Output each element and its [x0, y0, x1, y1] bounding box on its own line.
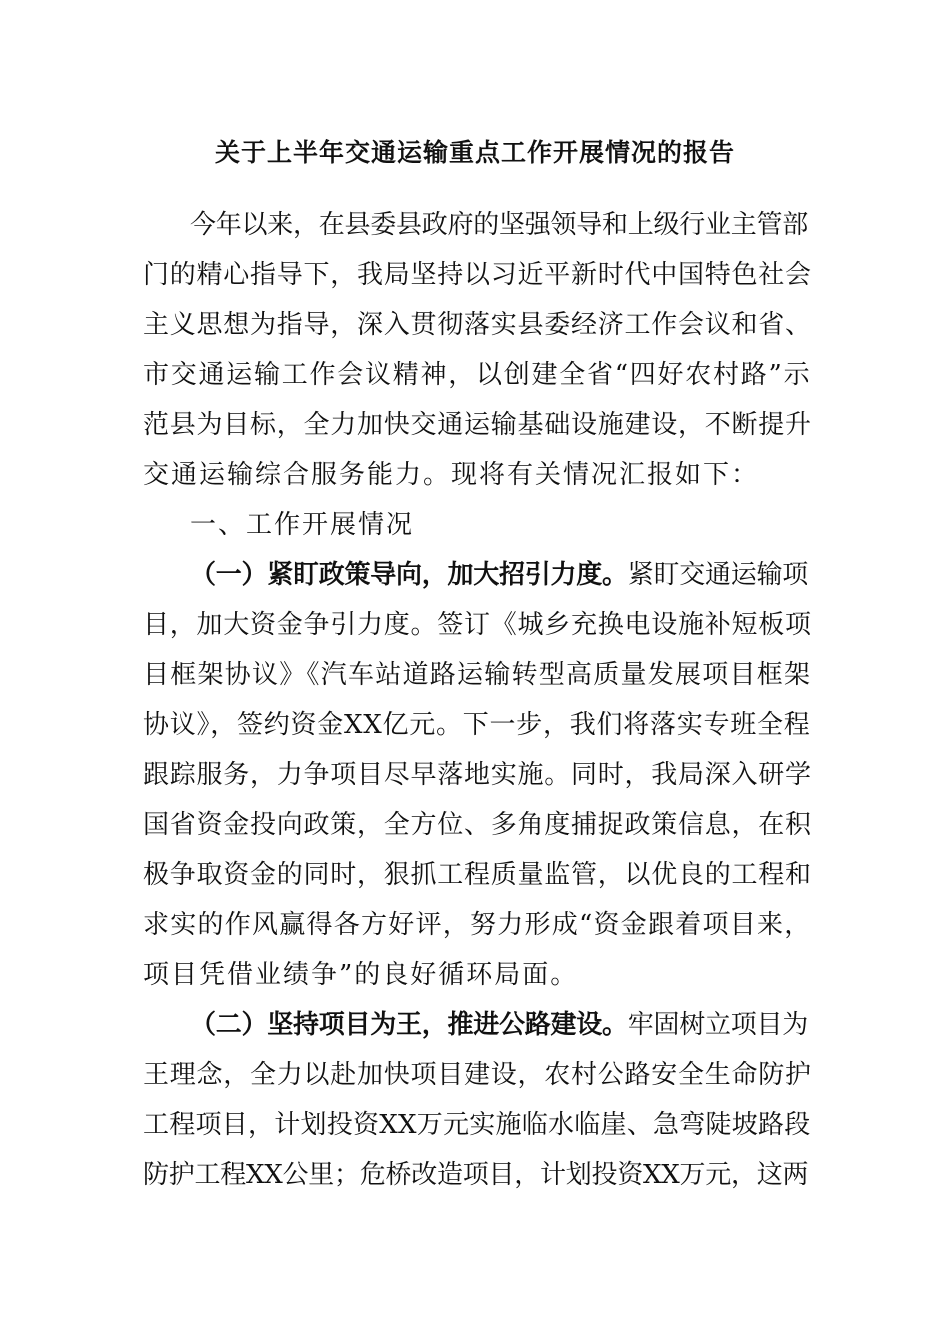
section-1-heading: 一、工作开展情况 — [190, 510, 415, 540]
intro-line-5: 范县为目标，全力加快交通运输基础设施建设，不断提升 — [143, 410, 812, 440]
subsection-1-line-3: 目框架协议》《汽车站道路运输转型高质量发展项目框架 — [143, 660, 812, 690]
subsection-1-line-5: 跟踪服务，力争项目尽早落地实施。同时，我局深入研学 — [143, 760, 812, 790]
subsection-2-line-4: 防护工程XX公里；危桥改造项目，计划投资XX万元，这两 — [143, 1160, 809, 1190]
document-title: 关于上半年交通运输重点工作开展情况的报告 — [214, 138, 735, 167]
subsection-1-line-9: 项目凭借业绩争”的良好循环局面。 — [143, 960, 579, 990]
subsection-2-line-3: 工程项目，计划投资XX万元实施临水临崖、急弯陡坡路段 — [143, 1110, 811, 1140]
subsection-1-line-7: 极争取资金的同时，狠抓工程质量监管，以优良的工程和 — [143, 860, 812, 890]
subsection-1-first-line — [190, 558, 808, 592]
subsection-2-line-2: 王理念，全力以赴加快项目建设，农村公路安全生命防护 — [143, 1060, 812, 1090]
subsection-2-lead: （二）坚持项目为王，推进公路建设。 — [190, 1010, 628, 1040]
subsection-1-line-2: 目，加大资金争引力度。签订《城乡充换电设施补短板项 — [143, 610, 812, 640]
subsection-1-line-4: 协议》，签约资金XX亿元。下一步，我们将落实专班全程 — [143, 710, 811, 740]
subsection-2-first-line — [190, 1008, 808, 1042]
intro-line-6: 交通运输综合服务能力。现将有关情况汇报如下： — [143, 460, 760, 490]
intro-line-1: 今年以来，在县委县政府的坚强领导和上级行业主管部 — [190, 210, 809, 240]
intro-line-2: 门的精心指导下，我局坚持以习近平新时代中国特色社会 — [143, 260, 812, 290]
intro-line-4: 市交通运输工作会议精神，以创建全省“四好农村路”示 — [143, 360, 812, 390]
intro-line-3: 主义思想为指导，深入贯彻落实县委经济工作会议和省、 — [143, 310, 812, 340]
subsection-2-first-line-text: 牢固树立项目为 — [627, 1010, 809, 1040]
subsection-1-line-6: 国省资金投向政策，全方位、多角度捕捉政策信息，在积 — [143, 810, 812, 840]
subsection-1-lead: （一）紧盯政策导向，加大招引力度。 — [190, 560, 628, 590]
subsection-1-first-line-text: 紧盯交通运输项 — [627, 560, 809, 590]
subsection-1-line-8: 求实的作风赢得各方好评，努力形成“资金跟着项目来， — [143, 910, 812, 940]
